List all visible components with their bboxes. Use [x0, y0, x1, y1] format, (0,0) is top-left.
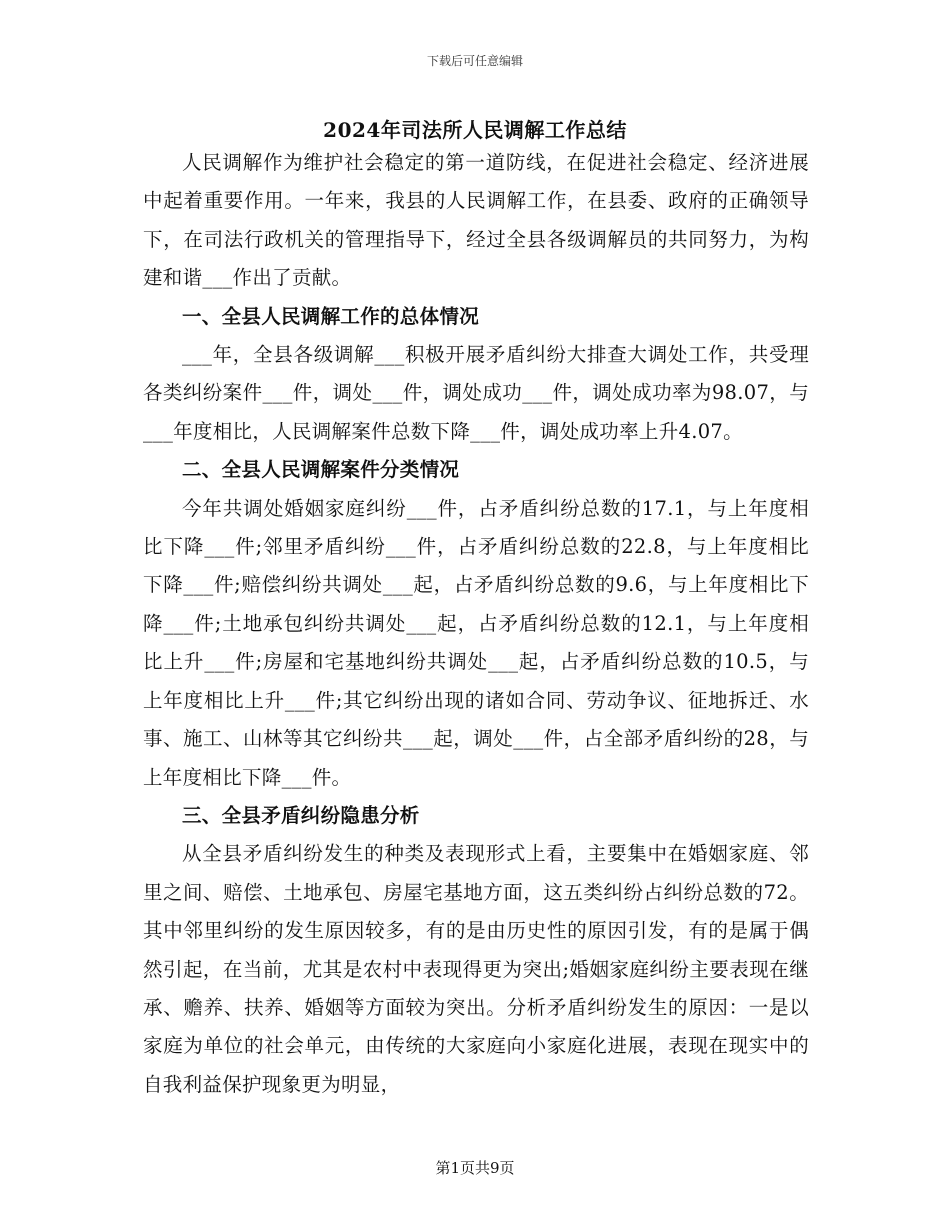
header-note: 下载后可任意编辑 — [426, 54, 523, 68]
section-2-paragraph: 今年共调处婚姻家庭纠纷___件，占矛盾纠纷总数的17.1，与上年度相比下降___件;邻里矛盾纠纷___件，占矛盾纠纷总数的22.8，与上年度相比下降___件;赔偿纠纷共调处___起，占矛盾纠纷总数的9.6，与上年度相比下降___件;土地承包纠纷共调处___起，占矛盾纠纷总数的12.1，与上年度相比上升___件;房屋和宅基地纠纷共调处___起，占矛盾纠纷总数的10.5，与上年度相比上升___件;其它纠纷出现的诸如合同、劳动争议、征地拆迁、水事、施工、山林等其它纠纷共___起，调处___件，占全部矛盾纠纷的28，与上年度相比下降___件。 — [143, 496, 809, 789]
section-1-paragraph: ___年，全县各级调解___积极开展矛盾纠纷大排查大调处工作，共受理各类纠纷案件___件，调处___件，调处成功___件，调处成功率为98.07，与___年度相比，人民调解案件总数下降___件，调处成功率上升4.07。 — [143, 343, 809, 443]
document-body — [143, 144, 809, 1104]
intro-paragraph: 人民调解作为维护社会稳定的第一道防线，在促进社会稳定、经济进展中起着重要作用。一年来，我县的人民调解工作，在县委、政府的正确领导下，在司法行政机关的管理指导下，经过全县各级调解员的共同努力，为构建和谐___作出了贡献。 — [143, 151, 809, 290]
section-3-paragraph: 从全县矛盾纠纷发生的种类及表现形式上看，主要集中在婚姻家庭、邻里之间、赔偿、土地承包、房屋宅基地方面，这五类纠纷占纠纷总数的72。其中邻里纠纷的发生原因较多，有的是由历史性的原因引发，有的是属于偶然引起，在当前，尤其是农村中表现得更为突出;婚姻家庭纠纷主要表现在继承、赡养、扶养、婚姻等方面较为突出。分析矛盾纠纷发生的原因：一是以家庭为单位的社会单元，由传统的大家庭向小家庭化进展，表现在现实中的自我利益保护现象更为明显， — [143, 842, 809, 1096]
section-1-heading: 一、全县人民调解工作的总体情况 — [182, 304, 480, 328]
document-title: 2024年司法所人民调解工作总结 — [323, 118, 627, 142]
section-3-heading: 三、全县矛盾纠纷隐患分析 — [182, 803, 420, 827]
page-number: 第1页共9页 — [435, 1159, 515, 1177]
section-2-heading: 二、全县人民调解案件分类情况 — [182, 458, 460, 482]
